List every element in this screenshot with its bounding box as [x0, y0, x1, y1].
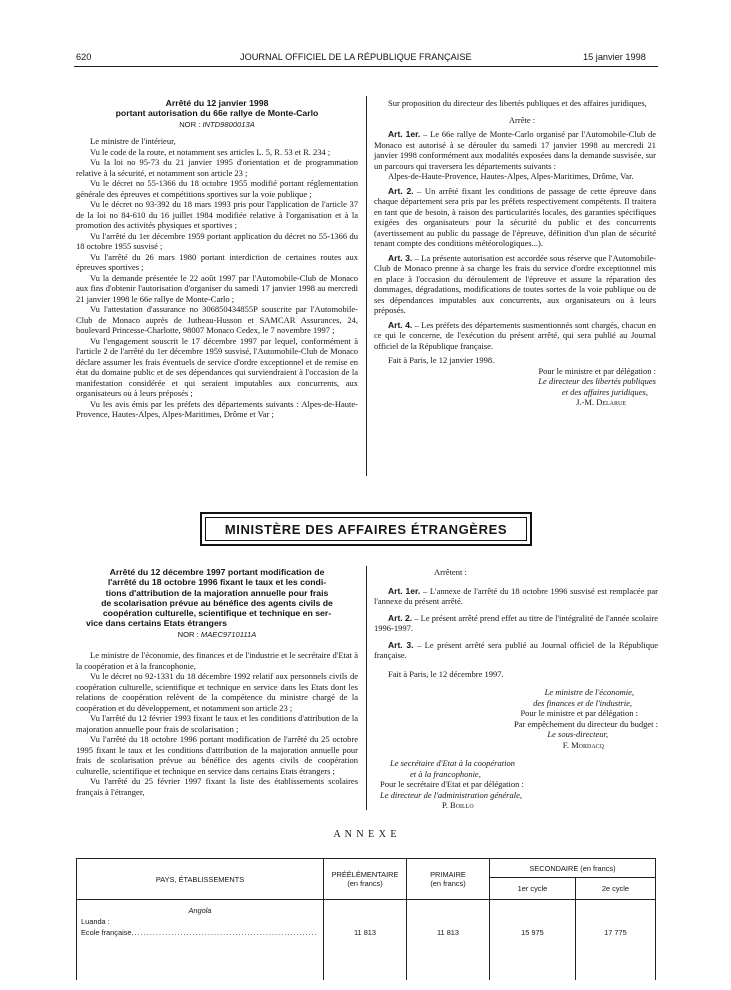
journal-title: JOURNAL OFFICIEL DE LA RÉPUBLIQUE FRANÇAISE: [240, 52, 472, 62]
proposal-paragraph: Sur proposition du directeur des libertés publiques et des affaires juridiques,: [388, 98, 647, 108]
arrete1-title-line2: portant autorisation du 66e rallye de Monte-Carlo: [115, 108, 319, 119]
article-paragraph: [374, 586, 658, 607]
visa-paragraph: Le ministre de l'intérieur,: [90, 136, 176, 147]
article-paragraph: [374, 186, 656, 249]
school-name: Ecole française: [81, 928, 132, 937]
value-cycle1: 15 975: [490, 927, 576, 938]
issue-date: 15 janvier 1998: [583, 52, 646, 62]
arrete2-title-line: Arrêté du 12 décembre 1997 portant modification de: [109, 567, 325, 577]
signatory-name: F. Mordacq: [562, 739, 604, 750]
signature-line: Le secrétaire d'Etat à la coopération: [390, 758, 515, 768]
arrete2-nor: [76, 630, 358, 641]
header-preelementaire-label: PRÉÉLÉMENTAIRE: [331, 870, 399, 879]
leader-dots: .............................................................: [131, 928, 318, 937]
visa-paragraph: Vu l'arrêté du 26 mars 1980 portant interdiction de certaines routes aux épreuves sportives ;: [76, 251, 358, 273]
table-row-spacer: [77, 938, 656, 980]
article-text: – Le présent arrêté sera publié au Journal officiel de la République française.: [374, 639, 659, 660]
visa-paragraph: Vu le code de la route, et notamment ses articles L. 5, R. 53 et R. 234 ;: [90, 146, 331, 157]
arrete-word: Arrête :: [508, 114, 536, 125]
arrete1-left-column: [76, 98, 358, 420]
article-label: Art. 3.: [388, 639, 414, 650]
column-divider-bottom: [366, 566, 367, 810]
signatory-name: P. Boillo: [442, 800, 474, 810]
visa-paragraph: Vu l'engagement souscrit le 17 décembre 1997 par lequel, conformément à l'article 2 de l'arrêté du 1er décembre 1959 susvisé, l'Automobile-Club de Monaco déclare assumer les frais éventuels de service d'ordre exceptionnel et de remise en état du domaine public et de ses dépendances qui surviendraient à l'occasion de la manifestation considérée et qui seraient imputables aux concurrents, aux organisateurs ou à leurs préposés ;: [76, 335, 358, 399]
arretent-word: Arrêtent :: [434, 567, 467, 577]
table-row: [77, 900, 656, 917]
signature-line: Le directeur des libertés publiques: [538, 376, 656, 386]
signature-line: Pour le ministre et par délégation :: [538, 365, 656, 376]
arrete1-title-line1: Arrêté du 12 janvier 1998: [165, 98, 269, 108]
visa-paragraph: Vu le décret no 55-1366 du 18 octobre 1955 modifié portant réglementation générale des épreuves et compétitions sportives sur la voie publique ;: [76, 178, 358, 199]
article-label: Art. 1er.: [388, 129, 421, 139]
article-text: – Le 66e rallye de Monte-Carlo organisé par l'Automobile-Club de Monaco est autorisé à se dérouler du samedi 17 janvier 1998 au mercredi 21 janvier 1998 conformément aux modalités exposées dans la demande susvisée, sur un parcours qui traversera les départements suivants :: [374, 129, 657, 171]
article-label: Art. 4.: [388, 319, 413, 330]
empty-cell: [490, 938, 576, 980]
header-rule: [74, 66, 658, 67]
arrete2-right-column: [374, 567, 658, 811]
column-divider-top: [366, 96, 367, 476]
visa-paragraph: Vu le décret no 93-392 du 18 mars 1993 pris pour l'application de l'article 37 de la loi no 84-610 du 16 juillet 1984 modifiée relative à l'organisation et à la promotion des activités physiques et sportives ;: [76, 199, 358, 231]
article-text: Alpes-de-Haute-Provence, Hautes-Alpes, Alpes-Maritimes, Drôme, Var.: [388, 171, 634, 181]
header-secondaire: SECONDAIRE (en francs): [490, 859, 656, 878]
signature-line: Le directeur de l'administration générale,: [380, 789, 522, 800]
empty-cell: [575, 938, 655, 980]
visa-paragraph: Le ministre de l'économie, des finances et de l'industrie et le secrétaire d'Etat à la coopération et à la francophonie,: [76, 650, 358, 671]
visa-paragraph: Vu le décret no 92-1331 du 18 décembre 1992 relatif aux personnels civils de coopération culturelle, scientifique et technique en service dans les Etats dont les relations de coopération relèvent de la compétence du ministre chargé de la coopération et du développement, et notamment son article 23 ;: [76, 671, 358, 713]
signature-line: Par empêchement du directeur du budget :: [514, 718, 658, 729]
empty-cell: [575, 900, 655, 917]
country-cell: Angola: [77, 900, 324, 917]
annexe-table: [76, 858, 656, 980]
arrete2-title-line: vice dans certains Etats étrangers: [86, 618, 227, 629]
arrete2-left-column: [76, 567, 358, 797]
empty-cell: [407, 900, 490, 917]
value-preelementaire: 11 813: [324, 927, 407, 938]
nor-code: INTD9800013A: [202, 119, 255, 129]
nor-label: NOR :: [177, 629, 199, 639]
header-preelementaire: [324, 859, 407, 900]
school-cell: [77, 927, 324, 938]
article-text: – Un arrêté fixant les conditions de passage de cette épreuve dans chaque département sera pris par les préfets respectivement compétents. Il traitera en tant que de besoin, à raison des particularités locales, des garanties spécifiques exigées des organisateurs pour la sécurité du public et des concurrents (avertissement au public du passage de l'épreuve, définition d'un plan de sécurité tenant compte des conditions météorologiques...).: [374, 185, 656, 248]
arrete2-title-line: coopération culturelle, scientifique et technique en ser-: [102, 608, 332, 619]
article-text: – Les préfets des départements susmentionnés sont chargés, chacun en ce qui le concerne, de l'exécution du présent arrêté, qui sera publié au Journal officiel de la République française.: [374, 319, 656, 351]
signature-line: et des affaires juridiques,: [561, 386, 648, 397]
city-cell: Luanda :: [77, 916, 324, 927]
page-number: 620: [76, 52, 92, 62]
visa-paragraph: Vu l'arrêté du 1er décembre 1959 portant application du décret no 55-1366 du 18 octobre 1955 susvisé ;: [76, 230, 358, 252]
nor-code: MAEC9710111A: [200, 629, 257, 639]
visa-paragraph: Vu la loi no 95-73 du 21 janvier 1995 d'orientation et de programmation relative à la sécurité, et notamment son article 23 ;: [76, 157, 358, 178]
article-paragraph: [374, 171, 656, 182]
ministry-banner-text: MINISTÈRE DES AFFAIRES ÉTRANGÈRES: [224, 521, 508, 537]
signature-line: Pour le secrétaire d'Etat et par délégation :: [380, 779, 524, 789]
visa-paragraph: Vu la demande présentée le 22 août 1997 par l'Automobile-Club de Monaco aux fins d'obtenir l'autorisation d'organiser du samedi 17 janvier 1998 au mercredi 21 janvier 1998 le 66e rallye de Monte-Carlo ;: [76, 272, 358, 304]
arrete2-title-line: l'arrêté du 18 octobre 1996 fixant le taux et les condi-: [107, 577, 327, 588]
empty-cell: [324, 938, 407, 980]
header-cycle2: 2e cycle: [575, 878, 655, 900]
article-paragraph: [374, 320, 656, 352]
signature-line: Le ministre de l'économie,: [544, 687, 634, 697]
done-line: Fait à Paris, le 12 décembre 1997.: [388, 668, 504, 679]
signature-line: et à la francophonie,: [410, 768, 481, 779]
article-paragraph: [374, 253, 656, 316]
signature-line: Pour le ministre et par délégation :: [520, 708, 638, 718]
arrete1-right-column: [374, 98, 656, 408]
nor-label: NOR :: [179, 119, 201, 129]
article-label: Art. 2.: [388, 612, 413, 623]
visa-paragraph: Vu l'arrêté du 25 février 1997 fixant la liste des établissements scolaires français à l'étranger,: [76, 776, 358, 797]
empty-cell: [575, 916, 655, 927]
visa-paragraph: Vu l'arrêté du 18 octobre 1996 portant modification de l'arrêté du 25 octobre 1995 fixant le taux et les conditions d'attribution de la majoration annuelle pour frais de scolarisation prévue au bénéfice des agents civils de coopération culturelle, scientifique et technique en service dans certains Etats étrangers ;: [76, 734, 358, 776]
empty-cell: [490, 900, 576, 917]
article-text: – Le présent arrêté prend effet au titre de l'intégralité de l'année scolaire 1996-1997.: [374, 612, 658, 633]
article-paragraph: [374, 613, 658, 634]
article-label: Art. 2.: [388, 185, 414, 196]
article-label: Art. 3.: [388, 252, 413, 263]
article-label: Art. 1er.: [388, 585, 421, 596]
arrete2-title-line: de scolarisation prévue au bénéfice des agents civils de: [101, 597, 333, 608]
table-row: [77, 916, 656, 927]
header-primaire: [407, 859, 490, 900]
empty-cell: [407, 938, 490, 980]
value-primaire: 11 813: [407, 927, 490, 938]
empty-cell: [490, 916, 576, 927]
signature-line: Le sous-directeur,: [547, 729, 608, 739]
annexe-title: A N N E X E: [333, 829, 398, 840]
header-pays: PAYS, ÉTABLISSEMENTS: [77, 859, 324, 900]
arrete2-title-line: tions d'attribution de la majoration annuelle pour frais: [105, 587, 329, 598]
empty-cell: [77, 938, 324, 980]
ministry-banner: [200, 512, 532, 546]
article-text: – L'annexe de l'arrêté du 18 octobre 1996 susvisé est remplacée par l'annexe du présent arrêté.: [374, 585, 658, 606]
visa-paragraph: Vu l'attestation d'assurance no 306850434855P souscrite par l'Automobile-Club de Monaco auprès de Jutheau-Husson et SAMCAR Assurances, 24, boulevard Princesse-Charlotte, 98007 Monaco Cedex, le 7 novembre 1997 ;: [76, 304, 358, 336]
empty-cell: [324, 900, 407, 917]
header-primaire-unit: (en francs): [430, 879, 466, 888]
header-preelementaire-unit: (en francs): [347, 879, 383, 888]
signatory-name: J.-M. Delarue: [576, 397, 626, 407]
signature-line: des finances et de l'industrie,: [533, 697, 632, 708]
done-line: Fait à Paris, le 12 janvier 1998.: [388, 355, 495, 365]
article-paragraph: [374, 129, 656, 171]
visa-paragraph: Vu les avis émis par les préfets des départements suivants : Alpes-de-Haute-Provence, Hautes-Alpes, Alpes-Maritimes, Drôme et Var ;: [76, 398, 358, 420]
header-cycle1: 1er cycle: [490, 878, 576, 900]
visa-paragraph: Vu l'arrêté du 12 février 1993 fixant le taux et les conditions d'attribution de la majoration annuelle pour frais de scolarisation ;: [76, 713, 358, 734]
article-text: – La présente autorisation est accordée sous réserve que l'Automobile-Club de Monaco prenne à sa charge les frais du service d'ordre exceptionnel mis en place à l'occasion du déroulement de l'épreuve et assure la réparation des dommages, dégradations, modifications de toutes sortes de la voie publique ou de ses dépendances imputables aux concurrents, aux organisateurs ou à leurs préposés.: [374, 252, 657, 315]
header-primaire-label: PRIMAIRE: [430, 870, 466, 879]
table-row: [77, 927, 656, 938]
arrete1-nor: [76, 120, 358, 131]
empty-cell: [324, 916, 407, 927]
value-cycle2: 17 775: [575, 927, 655, 938]
empty-cell: [407, 916, 490, 927]
article-paragraph: [374, 640, 658, 661]
